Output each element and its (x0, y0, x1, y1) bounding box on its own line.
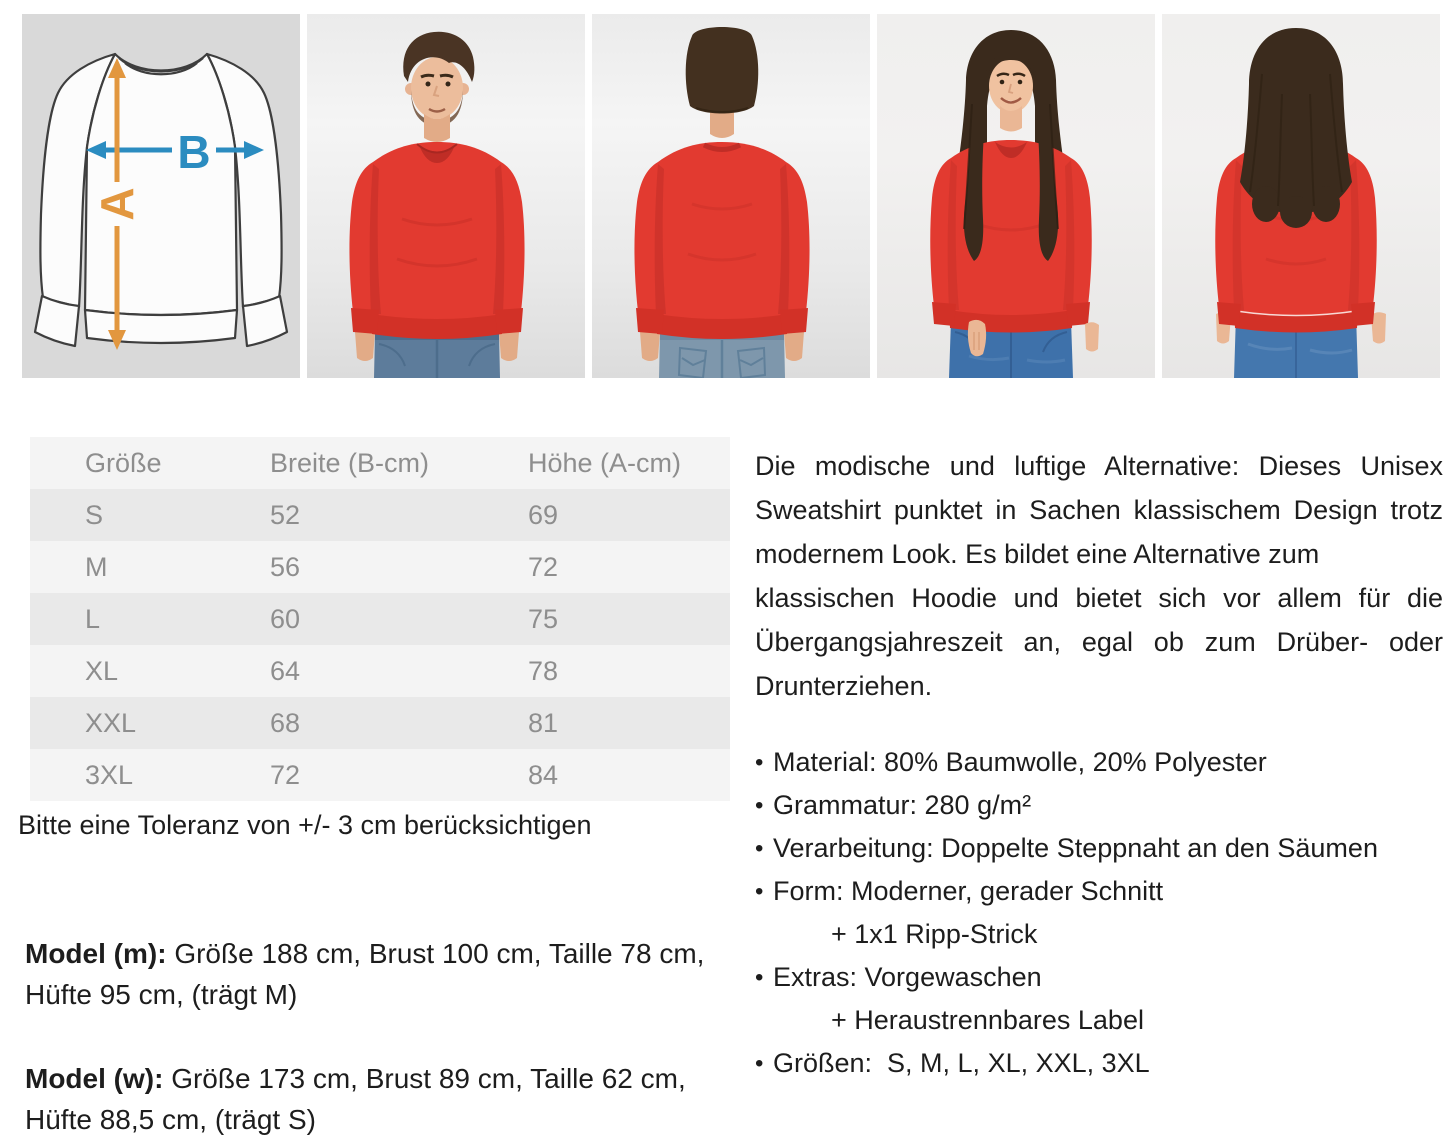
product-description (755, 444, 1443, 708)
description-line: modernem Look. Es bildet eine Alternative zum (755, 539, 1320, 569)
table-cell: S (85, 499, 104, 530)
feature-subline: + Heraustrennbares Label (831, 1005, 1144, 1035)
feature-text: Größen: S, M, L, XL, XXL, 3XL (773, 1048, 1150, 1078)
tolerance-note: Bitte eine Toleranz von +/- 3 cm berücksichtigen (18, 810, 592, 840)
photo-male-front (307, 14, 585, 378)
feature-text: Extras: Vorgewaschen (773, 962, 1042, 992)
table-cell: 81 (528, 707, 559, 738)
photo-female-back (1162, 14, 1440, 378)
male-back-illustration (592, 14, 870, 378)
feature-text: Verarbeitung: Doppelte Steppnaht an den Säumen (773, 833, 1378, 863)
table-cell: 72 (270, 759, 301, 790)
width-label-b: B (177, 126, 211, 178)
table-cell: 52 (270, 499, 301, 530)
feature-item (755, 1042, 1443, 1085)
table-cell: XL (85, 655, 119, 686)
table-cell: 68 (270, 707, 301, 738)
description-line: Drunterziehen. (755, 671, 933, 701)
female-back-illustration (1162, 14, 1440, 378)
size-table-body (30, 489, 730, 801)
feature-item (755, 784, 1443, 827)
description-line: Sweatshirt punktet in Sachen klassischem Design trotz (755, 495, 1443, 525)
table-row (30, 593, 730, 645)
feature-item (755, 870, 1443, 956)
table-row (30, 489, 730, 541)
table-row (30, 541, 730, 593)
description-line: Übergangsjahreszeit an, egal ob zum Drüber- oder (755, 627, 1443, 657)
table-cell: 72 (528, 551, 559, 582)
female-front-sweatshirt (930, 140, 1091, 333)
table-cell: 56 (270, 551, 301, 582)
table-cell: 3XL (85, 759, 134, 790)
size-table (30, 437, 730, 801)
description-line: klassischen Hoodie und bietet sich vor allem für die (755, 583, 1443, 613)
male-back-hair (686, 27, 759, 114)
table-cell: 84 (528, 759, 559, 790)
model-w-line2: Hüfte 88,5 cm, (trägt S) (25, 1104, 316, 1135)
sweatshirt-outline (35, 54, 287, 346)
feature-subline: + 1x1 Ripp-Strick (831, 919, 1038, 949)
feature-item (755, 741, 1443, 784)
table-cell: 69 (528, 499, 559, 530)
feature-item (755, 956, 1443, 1042)
model-w-line1: Größe 173 cm, Brust 89 cm, Taille 62 cm, (171, 1063, 686, 1094)
female-front-illustration (877, 14, 1155, 378)
size-table-header-row (30, 437, 730, 489)
table-cell: 64 (270, 655, 301, 686)
feature-item (755, 827, 1443, 870)
table-row (30, 645, 730, 697)
column-header-height: Höhe (A-cm) (528, 447, 682, 478)
size-diagram-panel (22, 14, 300, 378)
table-cell: L (85, 603, 101, 634)
model-m-note (25, 933, 720, 1015)
feature-text: Form: Moderner, gerader Schnitt (773, 876, 1164, 906)
table-cell: 78 (528, 655, 559, 686)
feature-text: Grammatur: 280 g/m² (773, 790, 1032, 820)
male-front-sweatshirt (349, 142, 524, 339)
model-m-line2: Hüfte 95 cm, (trägt M) (25, 979, 298, 1010)
table-row (30, 749, 730, 801)
model-w-note (25, 1058, 720, 1140)
column-header-width: Breite (B-cm) (270, 447, 430, 478)
table-cell: 75 (528, 603, 559, 634)
table-cell: M (85, 551, 108, 582)
model-m-label: Model (m): (25, 938, 167, 969)
column-header-size: Größe (85, 447, 162, 478)
feature-text: Material: 80% Baumwolle, 20% Polyester (773, 747, 1267, 777)
feature-list (755, 741, 1443, 1085)
male-back-sweatshirt (634, 142, 809, 339)
model-m-line1: Größe 188 cm, Brust 100 cm, Taille 78 cm, (174, 938, 705, 969)
photo-female-front (877, 14, 1155, 378)
table-cell: 60 (270, 603, 301, 634)
description-line: Die modische und luftige Alternative: Dieses Unisex (755, 451, 1443, 481)
model-w-label: Model (w): (25, 1063, 164, 1094)
size-diagram (22, 14, 300, 378)
height-label-a: A (91, 187, 143, 221)
photo-male-back (592, 14, 870, 378)
table-row (30, 697, 730, 749)
right-column (755, 444, 1443, 1085)
female-back-hair (1240, 28, 1352, 214)
male-front-illustration (307, 14, 585, 378)
table-cell: XXL (85, 707, 137, 738)
photo-strip (22, 14, 1440, 378)
